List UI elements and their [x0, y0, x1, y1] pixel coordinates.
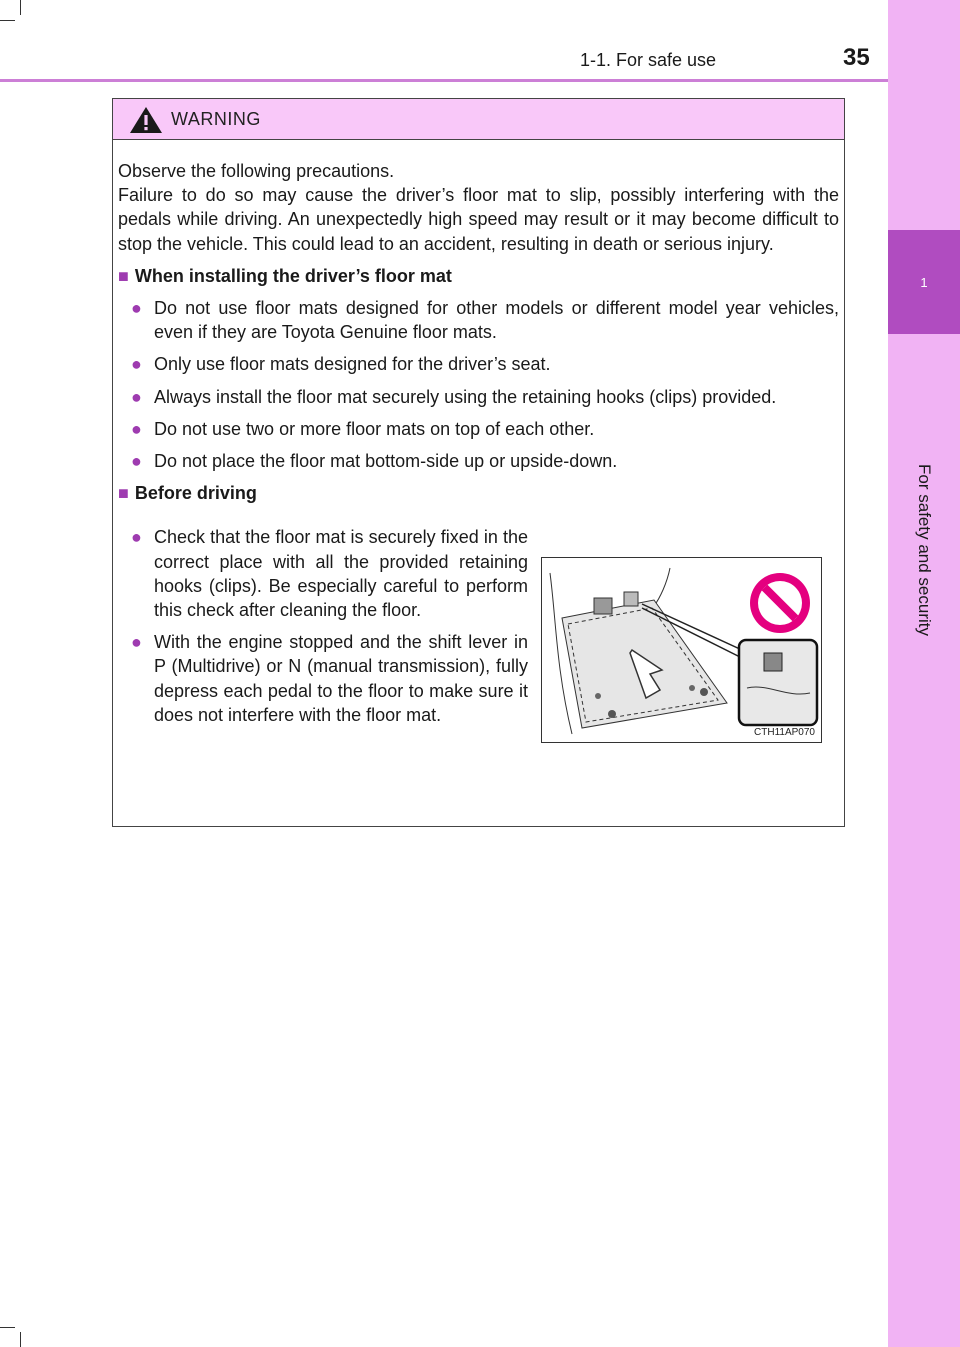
warning-paragraph: Failure to do so may cause the driver’s floor mat to slip, possibly interfering with the pedals while driving. An unexpectedly high speed may result or it may become difficult to stop the vehicle. This could lead to an accident, resulting in death or serious injury.: [118, 185, 839, 254]
bullet-icon: ●: [131, 386, 142, 407]
list-item-text: Always install the floor mat securely using the retaining hooks (clips) provided.: [154, 386, 777, 407]
header-rule: [0, 79, 888, 82]
crop-mark: [20, 0, 21, 15]
list-item-text: With the engine stopped and the shift lever in P (Multidrive) or N (manual transmission), fully depress each pedal to the floor to make sure it does not interfere with the floor mat.: [154, 632, 528, 725]
crop-mark: [0, 20, 15, 21]
crop-mark: [0, 1327, 15, 1328]
list-item-text: Do not place the floor mat bottom-side up or upside-down.: [154, 451, 618, 472]
list-item-text: Do not use two or more floor mats on top of each other.: [154, 418, 595, 439]
side-tab-label: For safety and security: [915, 464, 934, 636]
list-item-text: Check that the floor mat is securely fixed in the correct place with all the provided retaining hooks (clips). Be especially careful to perform this check after cleaning the floor.: [154, 527, 528, 621]
floor-mat-illustration: [541, 557, 822, 743]
crop-mark: [20, 1332, 21, 1347]
side-tab: [888, 0, 960, 1347]
square-bullet-icon: ■: [118, 483, 129, 504]
list-item: [118, 385, 839, 409]
bullet-icon: ●: [131, 298, 142, 319]
list-item-text: Do not use floor mats designed for other models or different model year vehicles, even if they are Toyota Genuine floor mats.: [154, 298, 839, 343]
warning-triangle-icon: [129, 106, 163, 134]
list-item: [118, 630, 528, 727]
section-title: 1-1. For safe use: [580, 50, 717, 70]
list-item: [118, 449, 839, 473]
bullet-icon: ●: [131, 418, 142, 439]
warning-title: WARNING: [171, 109, 261, 129]
list-item: [118, 525, 528, 622]
bullet-icon: ●: [131, 451, 142, 472]
section-heading: [118, 264, 839, 288]
side-tab-number: 1: [888, 230, 960, 334]
warning-box: [112, 98, 845, 827]
floor-mat-drawing: [542, 558, 821, 742]
figure-code: CTH11AP070: [754, 727, 815, 738]
bullet-icon: ●: [131, 354, 142, 375]
bullet-icon: ●: [131, 527, 142, 548]
section-heading-text: Before driving: [134, 483, 257, 504]
list-item: [118, 296, 839, 344]
bullet-icon: ●: [131, 632, 142, 653]
list-item-text: Only use floor mats designed for the driver’s seat.: [154, 354, 551, 375]
page-number: 35: [843, 44, 870, 71]
list-item: [118, 352, 839, 376]
before-driving-list: [118, 513, 528, 727]
section-heading: [118, 481, 839, 505]
list-item: [118, 417, 839, 441]
square-bullet-icon: ■: [118, 265, 129, 286]
warning-header: [113, 99, 844, 140]
warning-intro: Observe the following precautions.: [118, 161, 395, 181]
section-heading-text: When installing the driver’s floor mat: [134, 265, 452, 286]
